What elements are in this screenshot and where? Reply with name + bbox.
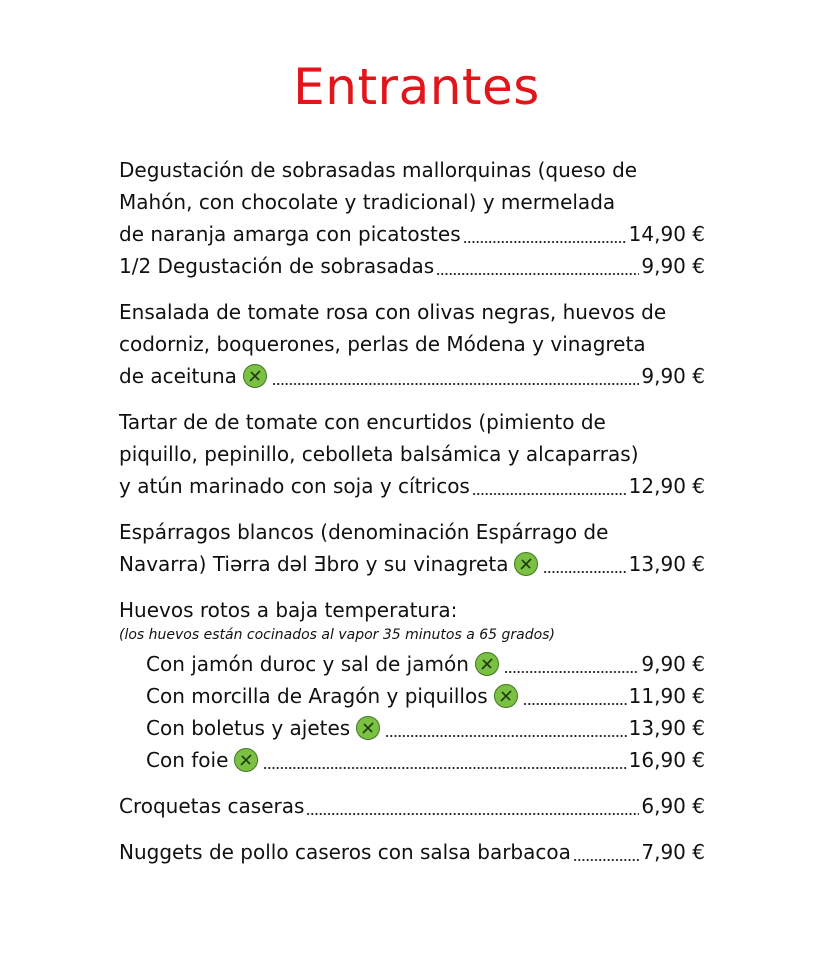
menu-item-name: Navarra) Tiərra dəl Ǝbro y su vinagreta	[119, 552, 509, 576]
menu-item-description: codorniz, boquerones, perlas de Módena y vinagreta	[119, 332, 646, 356]
menu-item-description: Tartar de de tomate con encurtidos (pimiento de	[119, 410, 606, 434]
menu-item-name: de aceituna	[119, 364, 237, 388]
gluten-free-icon	[475, 652, 499, 676]
menu-item-row	[119, 360, 705, 392]
menu-item-row	[119, 744, 705, 776]
gluten-free-icon	[234, 748, 258, 772]
menu-item-row	[119, 548, 705, 580]
menu-item-price: 7,90 €	[641, 840, 705, 864]
gluten-free-icon	[356, 716, 380, 740]
menu-item-price: 11,90 €	[628, 684, 705, 708]
section-heading: Huevos rotos a baja temperatura:	[119, 598, 458, 622]
gluten-free-icon	[514, 552, 538, 576]
dot-leader	[463, 218, 627, 250]
menu-item-row	[119, 648, 705, 680]
dot-leader	[543, 548, 626, 580]
section-note: (los huevos están cocinados al vapor 35 minutos a 65 grados)	[119, 627, 555, 643]
dot-leader	[573, 836, 640, 868]
menu-item-price: 12,90 €	[628, 474, 705, 498]
dot-leader	[263, 744, 626, 776]
dot-leader	[436, 250, 639, 282]
menu-item-name: de naranja amarga con picatostes	[119, 222, 461, 246]
menu-item-price: 9,90 €	[641, 652, 705, 676]
menu-item-price: 14,90 €	[628, 222, 705, 246]
menu-item-description: piquillo, pepinillo, cebolleta balsámica y alcaparras)	[119, 442, 639, 466]
menu-item-price: 13,90 €	[628, 716, 705, 740]
menu-item-name: Con jamón duroc y sal de jamón	[146, 652, 469, 676]
dot-leader	[504, 648, 639, 680]
menu-item-row	[119, 218, 705, 250]
dot-leader	[272, 360, 639, 392]
menu-item-price: 9,90 €	[641, 364, 705, 388]
menu-item-name: y atún marinado con soja y cítricos	[119, 474, 470, 498]
menu-item-name: Nuggets de pollo caseros con salsa barbacoa	[119, 840, 571, 864]
dot-leader	[385, 712, 626, 744]
menu-item-row	[119, 790, 705, 822]
menu-item-name: Con foie	[146, 748, 229, 772]
menu-item-description: Ensalada de tomate rosa con olivas negras, huevos de	[119, 300, 667, 324]
menu-item-name: Con boletus y ajetes	[146, 716, 351, 740]
menu-item-row	[119, 836, 705, 868]
menu-item-price: 6,90 €	[641, 794, 705, 818]
menu-item-price: 16,90 €	[628, 748, 705, 772]
menu-item-row	[119, 680, 705, 712]
menu-item-description: Mahón, con chocolate y tradicional) y mermelada	[119, 190, 616, 214]
page-title: Entrantes	[293, 58, 540, 116]
dot-leader	[523, 680, 627, 712]
menu-item-name: 1/2 Degustación de sobrasadas	[119, 254, 435, 278]
menu-item-name: Con morcilla de Aragón y piquillos	[146, 684, 488, 708]
menu-item-price: 9,90 €	[641, 254, 705, 278]
menu-item-row	[119, 470, 705, 502]
menu-item-name: Croquetas caseras	[119, 794, 305, 818]
menu-item-description: Espárragos blancos (denominación Espárrago de	[119, 520, 609, 544]
menu-item-description: Degustación de sobrasadas mallorquinas (queso de	[119, 158, 638, 182]
menu-list	[119, 154, 705, 868]
gluten-free-icon	[494, 684, 518, 708]
menu-item-row	[119, 712, 705, 744]
dot-leader	[472, 470, 627, 502]
dot-leader	[306, 790, 639, 822]
gluten-free-icon	[243, 364, 267, 388]
menu-item-price: 13,90 €	[628, 552, 705, 576]
menu-item-row	[119, 250, 705, 282]
